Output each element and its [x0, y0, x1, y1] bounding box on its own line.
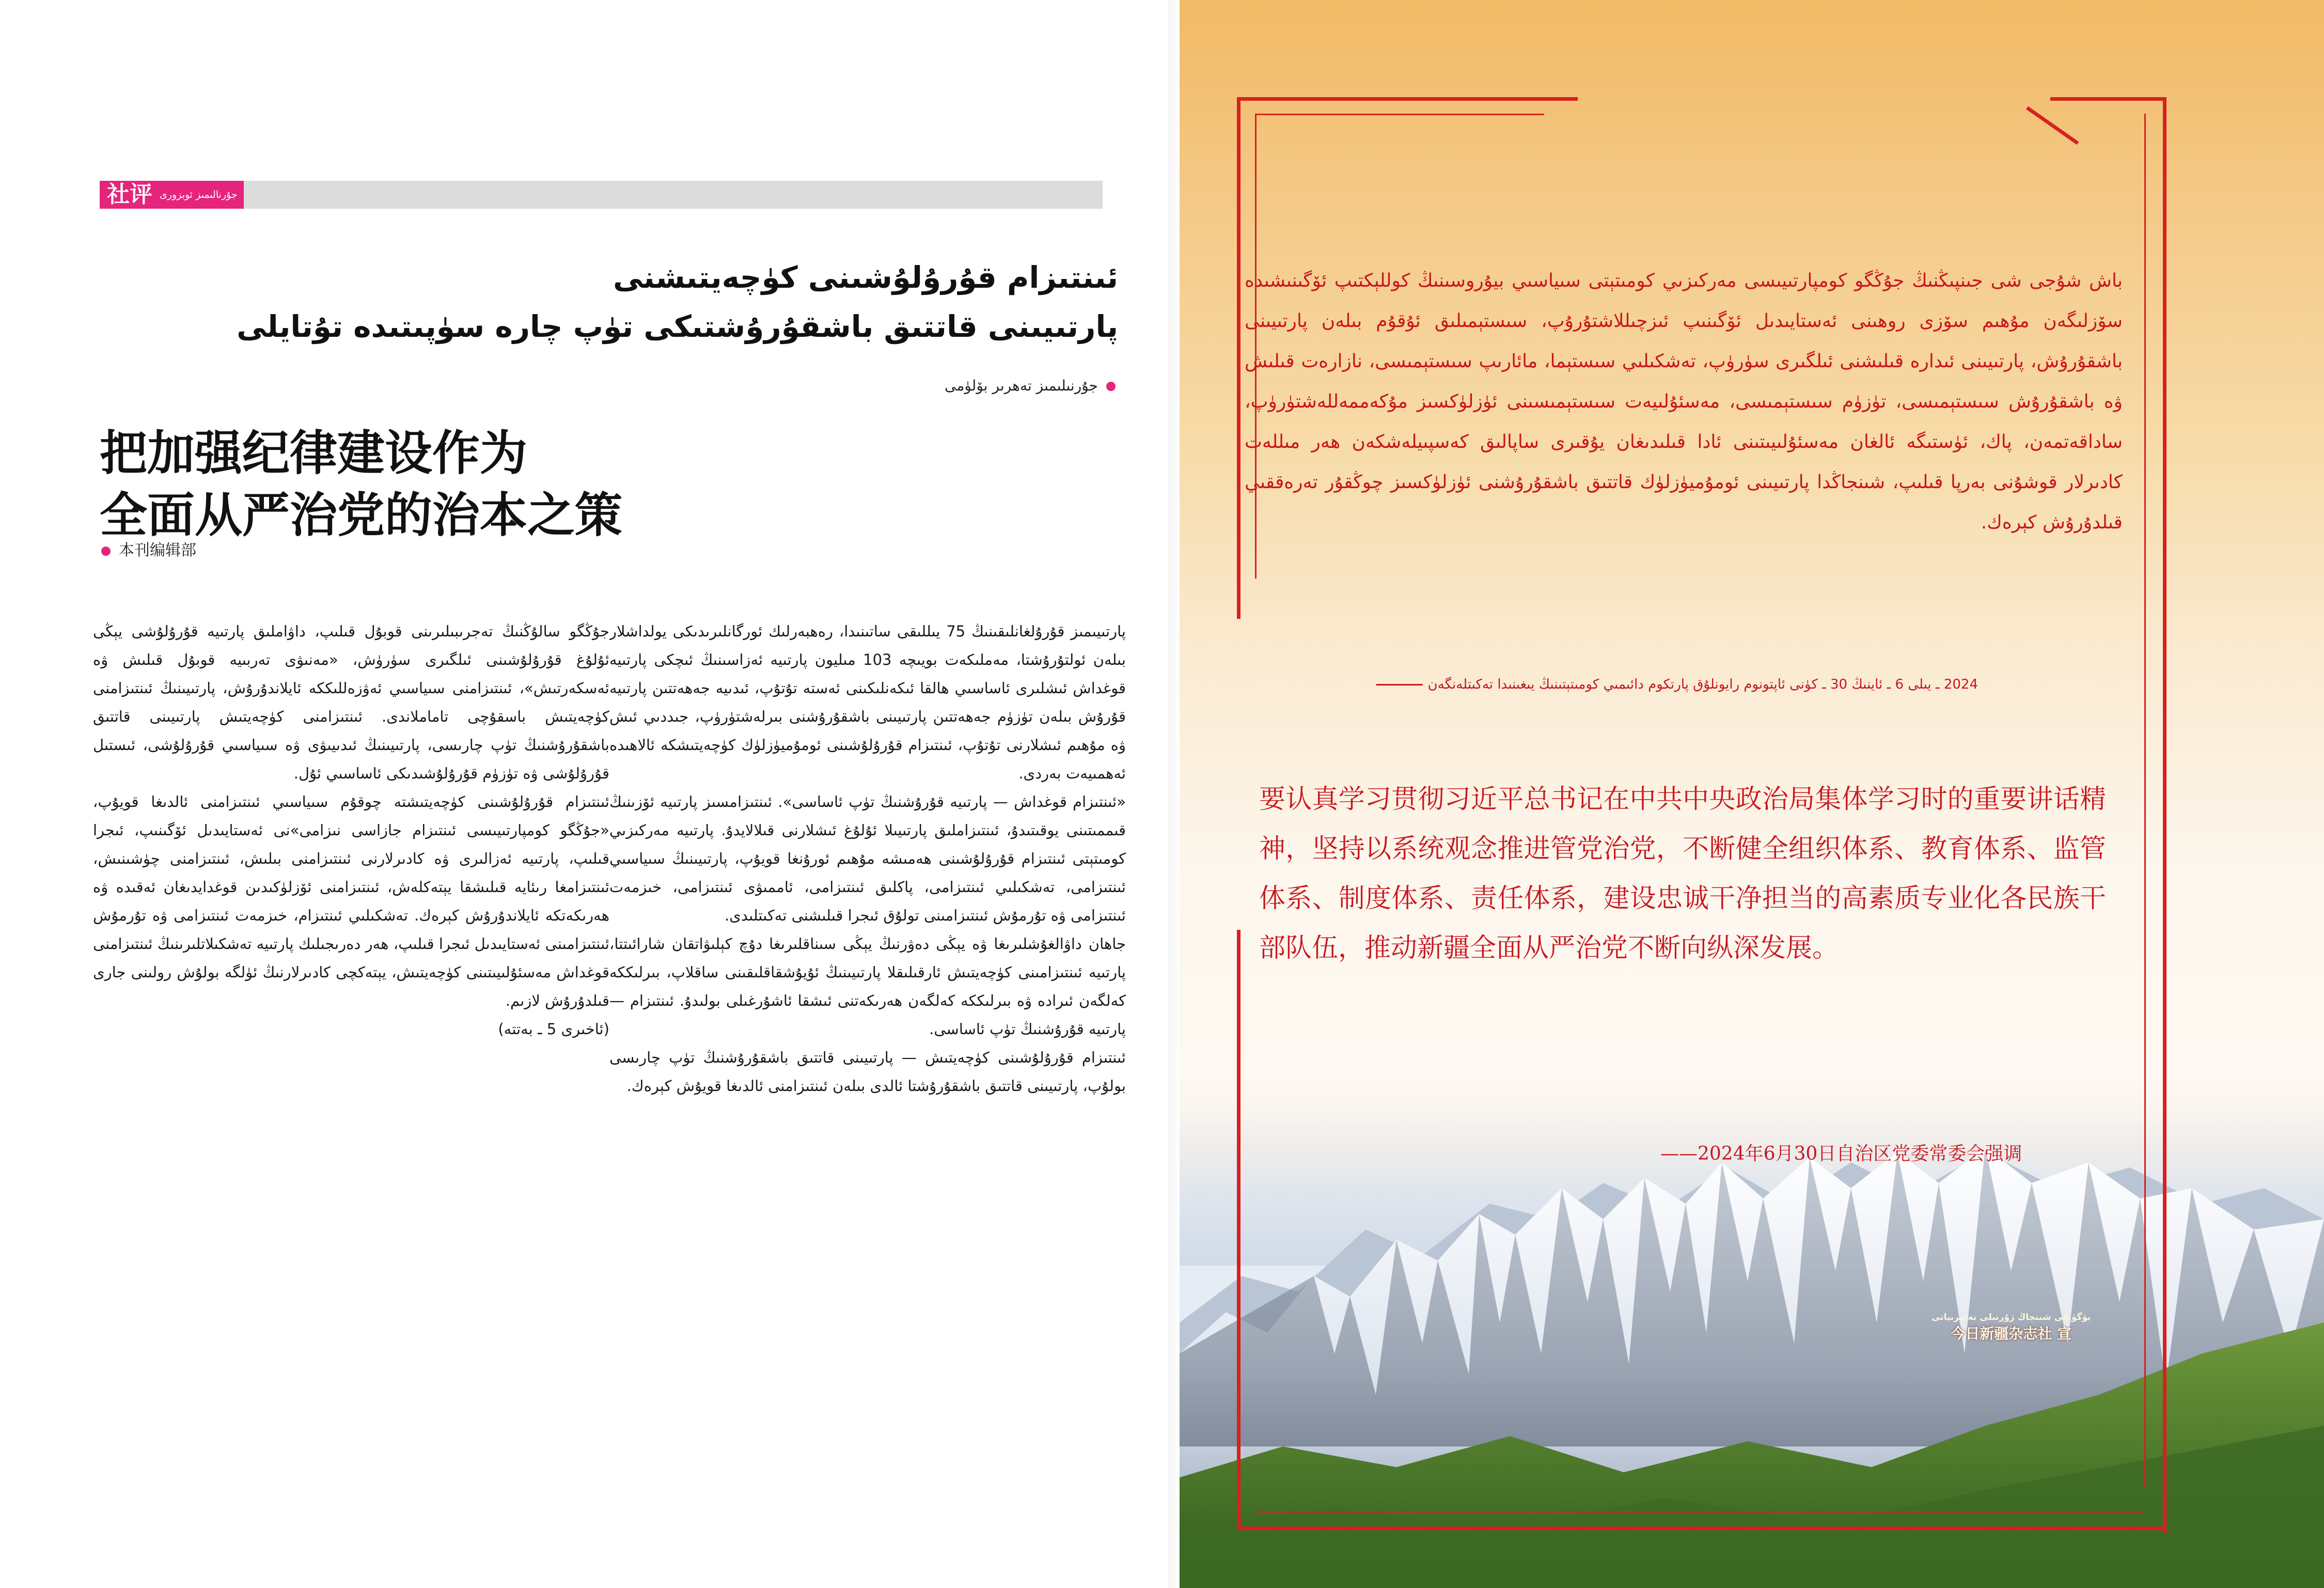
paragraph: پارتىيىمىز قۇرۇلغانلىقىنىڭ 75 يىللىقى ساتىنىدا، رەھبەرلىك ئورگانلىرىدىكى يولداشلار بىلەن ئولتۇرۇشتا، مەملىكەت بويىچە 103 مىليون پارتىيە ئەزاسىنىڭ ئىچكى پارتىيە قوغداش ئىشلىرى ئاساسىي ھالقا ئىكەنلىكىنى ئەستە تۇتۇپ، ئىدىيە جەھەتتىن پارتىيە قۇرۇش بىلەن تۈزۈم جەھەتتىن پارتىيىنى باشقۇرۇشنى بىرلەشتۈرۈپ، جىددىي ئىش ۋە مۇھىم ئىشلارنى تۇتۇپ، ئىنتىزام قۇرۇلۇشىنى ئومۇميۈزلۈك كۈچەيتىشكە ئالاھىدە ئەھمىيەت بەردى.: [609, 622, 1126, 782]
frame-line: [1255, 1511, 2143, 1513]
bullet-dot-icon: [1106, 382, 1116, 391]
article-column-left: [93, 617, 609, 1496]
frame-line: [2144, 114, 2146, 1488]
paragraph: جاھان داۋالغۇشلىرىغا ۋە يېڭى دەۋرنىڭ يېڭى سىناقلىرىغا دۇچ كېلىۋاتقان شارائىتتا، پارتىيە ئىنتىزامىنى كۈچەيتىش ئارقىلىقلا پارتىيىنىڭ ئۇيۇشقاقلىقىنى ساقلاپ، بىرلىككە كەلگەن ئىرادە ۋە بىرلىككە كەلگەن ھەرىكەتنى ئىشقا ئاشۇرغىلى بولىدۇ. ئىنتىزام — پارتىيە قۇرۇشنىڭ تۈپ ئاساسى.: [609, 935, 1126, 1038]
article-column-right: [609, 617, 1126, 1496]
quote-zh: 要认真学习贯彻习近平总书记在中共中央政治局集体学习时的重要讲话精神，坚持以系统观念推进管党治党，不断健全组织体系、教育体系、监管体系、制度体系、责任体系，建设忠诚干净担当的高素质专业化各民族干部队伍，推动新疆全面从严治党不断向纵深发展。: [1259, 784, 2106, 963]
article-title-ug-line2: پارتىيىنى قاتتىق باشقۇرۇشتىكى تۈپ چارە سۈپىتىدە تۇتايلى: [237, 309, 1118, 344]
byline-zh-text: 本刊编辑部: [119, 541, 196, 559]
source-dash: [1376, 684, 1423, 686]
frame-line: [2163, 97, 2166, 1533]
article-title-ug-line1: ئىنتىزام قۇرۇلۇشىنى كۈچەيتىشنى: [613, 260, 1118, 295]
article-title-zh-line1: 把加强纪律建设作为: [100, 426, 528, 481]
paragraph: ئىنتىزام قۇرۇلۇشىنى كۈچەيتىش — پارتىيىنى قاتتىق باشقۇرۇشنىڭ تۈپ چارىسى بولۇپ، پارتىيىنى قاتتىق باشقۇرۇشتا ئالدى بىلەن ئىنتىزامنى ئالدىغا قويۇش كېرەك.: [609, 1049, 1126, 1095]
quote-ug-source: [1376, 677, 1978, 692]
paragraph: جۇڭگو سالۇڭنىڭ تەجرىبىلىرىنى قوبۇل قىلىپ، داۋاملىق پارتىيە قۇرۇلۇشى يېڭى ئۇلۇغ قۇرۇلۇشىنى ئىلگىرى سۈرۈش، «مەنىۋى تەربىيە قوبۇل قىلىش ۋە ئەسكەرتىش»، ئىنتىزامنى سىياسىي ئەۋزەللىككە ئايلاندۇرۇش، پارتىيىنىڭ ئىنتىزامنى كۈچەيتىش باسقۇچى تاماملاندى. ئىنتىزامنى كۈچەيتىش پارتىيىنى قاتتىق باشقۇرۇشنىڭ تۈپ چارىسى، پارتىيىنىڭ ئىدىيىۋى ۋە سىياسىي قۇرۇلۇشى، ئىستىل قۇرۇلۇشى ۋە تۈزۈم قۇرۇلۇشىدىكى ئاساسىي ئۇل.: [93, 622, 609, 782]
quote-zh-source: ——2024年6月30日自治区党委常委会强调: [1660, 1143, 2022, 1164]
frame-line: [1237, 97, 1240, 619]
quote-ug: باش شۇجى شى جىنپىڭنىڭ جۇڭگو كومپارتىيىسى مەركىزىي كومىتېتى سىياسىي بيۇروسىنىڭ كوللېكتىپ ئۆگىنىشىدە سۆزلىگەن مۇھىم سۆزى روھىنى ئەستايىدىل ئۆگىنىپ ئىزچىللاشتۇرۇپ، سىستېمىلىق ئۇقۇم بىلەن پارتىيىنى باشقۇرۇش، پارتىيىنى ئىدارە قىلىشنى ئىلگىرى سۈرۈپ، تەشكىلىي سىستېما، مائارىپ سىستېمىسى، نازارەت قىلىش ۋە باشقۇرۇش سىستېمىسى، تۈزۈم سىستېمىسى، مەسئۇلىيەت سىستېمىسىنى ئۈزلۈكسىز مۇكەممەللەشتۈرۈپ، ساداقەتمەن، پاك، ئۈستىگە ئالغان مەسئۇلىيىتىنى ئادا قىلىدىغان يۇقىرى ساپالىق كەسپىيلەشكەن ھەر مىللەت كادىرلار قوشۇنى بەرپا قىلىپ، شىنجاڭدا پارتىيىنى ئومۇميۈزلۈك قاتتىق باشقۇرۇشنى ئۈزلۈكسىز چوڭقۇر تەرەققىي قىلدۇرۇش كېرەك.: [1245, 270, 2123, 533]
column-header-bar: [100, 181, 1103, 209]
frame-line: [2050, 97, 2166, 101]
continued-note: (ئاخىرى 5 ـ بەتتە): [498, 1020, 609, 1038]
paragraph: «ئىنتىزام قوغداش — پارتىيە قۇرۇشنىڭ تۈپ ئاساسى». ئىنتىزامسىز پارتىيە ئۆزىنىڭ قىممىتىنى يوقىتىدۇ، ئىنتىزاملىق پارتىيىلا ئۇلۇغ ئىشلارنى قىلالايدۇ. پارتىيە مەركىزىي كومىتېتى ئىنتىزام قۇرۇلۇشىنى ھەمىشە مۇھىم ئورۇنغا قويۇپ، پارتىيىنىڭ سىياسىي ئىنتىزامى، تەشكىلىي ئىنتىزامى، پاكلىق ئىنتىزامى، ئاممىۋى ئىنتىزامى، خىزمەت ئىنتىزامى ۋە تۇرمۇش ئىنتىزامىنى تولۇق ئىجرا قىلىشنى تەكىتلىدى.: [609, 793, 1126, 924]
article-title-ug: [237, 253, 1118, 351]
column-tag: [100, 181, 244, 209]
frame-line: [1237, 1527, 2166, 1530]
byline-ug-text: جۇرنىلىمىز تەھرىر بۆلۈمى: [945, 377, 1098, 394]
quote-ug-source-text: 2024 ـ يىلى 6 ـ ئاينىڭ 30 ـ كۈنى ئاپتونوم رايونلۇق پارتكوم دائىمىي كومىتېتىنىڭ يىغىنىدا تەكىتلەنگەن: [1427, 677, 1978, 692]
paragraph: ئىنتىزام قۇرۇلۇشىنى كۈچەيتىشتە چوقۇم سىياسىي ئىنتىزامنى ئالدىغا قويۇپ، «جۇڭگو كومپارتىيىسى ئىنتىزام جازاسى نىزامى»نى ئەستايىدىل ئۆگىنىپ، ئىجرا قىلىپ، پارتىيە ئەزالىرى ۋە كادىرلارنى ئىنتىزامنى بىلىش، ئىنتىزامنى چۈشىنىش، ئىنتىزامغا رىئايە قىلىشقا يېتەكلەش، ئىنتىزامنى ئۆزلۈكىدىن قوغدايدىغان ئەقىدە ۋە ھەرىكەتكە ئايلاندۇرۇش كېرەك. تەشكىلىي ئىنتىزام، خىزمەت ئىنتىزامى ۋە تۇرمۇش ئىنتىزامىنى ئەستايىدىل ئىجرا قىلىپ، ھەر دەرىجىلىك پارتىيە تەشكىلاتلىرىنىڭ ئىنتىزامنى قوغداش مەسئۇلىيىتىنى كۈچەيتىش، يېتەكچى كادىرلارنىڭ ئۈلگە بولۇش رولىنى جارى قىلدۇرۇش لازىم.: [93, 793, 609, 1009]
byline-zh: [101, 537, 196, 560]
frame-line: [1255, 114, 1544, 115]
frame-line: [1237, 930, 1240, 1529]
article-title-zh: [100, 423, 622, 547]
publisher-name-ug: بۈگۈنكى شىنجاڭ ژۇرنىلى نەشرىياتى: [1932, 1312, 2091, 1322]
publisher-name-zh: 今日新疆杂志社 宣: [1951, 1325, 2072, 1342]
page-gutter: [1168, 0, 1180, 1588]
publisher-mark: [1932, 1312, 2091, 1343]
bullet-dot-icon: [101, 547, 111, 556]
article-title-zh-line2: 全面从严治党的治本之策: [100, 488, 623, 543]
frame-line: [1237, 97, 1578, 101]
column-tag-ug: جۇرنالىمىز ئوبزورى: [160, 181, 244, 209]
byline-ug: [945, 377, 1116, 394]
column-tag-zh: 社评: [100, 181, 160, 209]
